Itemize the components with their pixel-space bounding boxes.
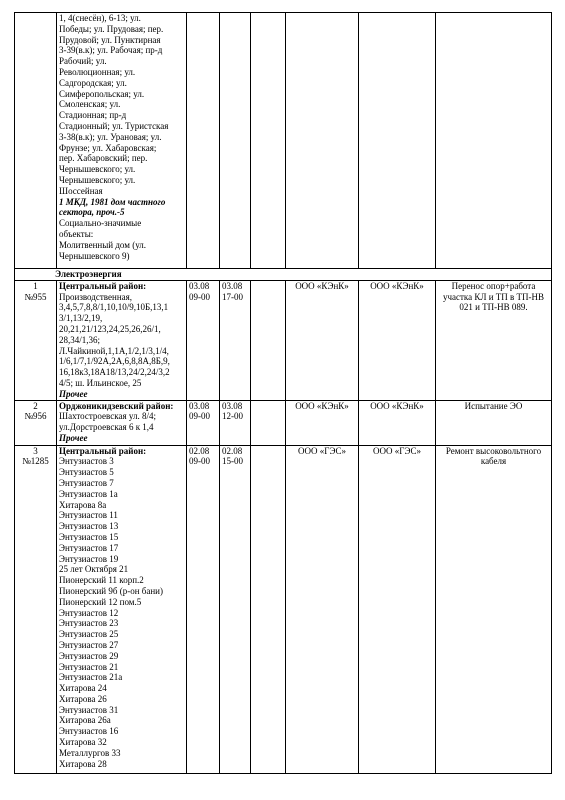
category: Прочее bbox=[59, 432, 88, 443]
address-line: 25 лет Октября 21 bbox=[59, 564, 129, 575]
address-line: 4/5; ш. Ильинское, 25 bbox=[59, 377, 142, 388]
address-line: Хитарова 26а bbox=[59, 715, 111, 726]
org2: ООО «ГЭС» bbox=[359, 445, 436, 773]
end-cell bbox=[220, 445, 251, 773]
table-row bbox=[15, 280, 552, 400]
address-line: 16,18к3,18А18/13,24/2,24/3,2 bbox=[59, 367, 170, 378]
start-date: 02.08 bbox=[189, 445, 210, 456]
address-line: Хитарова 28 bbox=[59, 758, 107, 769]
end-cell bbox=[220, 400, 251, 445]
street-line: Стадионная; пр-д bbox=[59, 110, 127, 121]
street-line: Смоленская; ул. bbox=[59, 99, 121, 110]
start-cell bbox=[187, 445, 220, 773]
address-line: ул.Дорстроевская 6 к 1,4 bbox=[59, 422, 154, 433]
social-line: Социально-значимые bbox=[59, 218, 142, 229]
address-line: Энтузиастов 17 bbox=[59, 542, 119, 553]
end-cell bbox=[220, 280, 251, 400]
address-line: 3,4,5,7,8,8/1,10,10/9,10Б,13,1 bbox=[59, 302, 169, 313]
start-cell bbox=[187, 280, 220, 400]
row-number-cell bbox=[15, 400, 57, 445]
street-line: Победы; ул. Прудовая; пер. bbox=[59, 23, 164, 34]
street-line: Прудовой; ул. Пунктирная bbox=[59, 34, 161, 45]
street-line: пер. Хабаровский; пер. bbox=[59, 153, 148, 164]
district: Центральный район: bbox=[59, 445, 147, 456]
org2: ООО «КЭнК» bbox=[359, 280, 436, 400]
end-time: 15-00 bbox=[222, 456, 243, 467]
address-cell bbox=[57, 280, 187, 400]
address-line: Хитарова 26 bbox=[59, 693, 107, 704]
street-line: 3-39(в.к); ул. Рабочая; пр-д bbox=[59, 45, 163, 56]
address-line: Энтузиастов 3 bbox=[59, 456, 114, 467]
address-line: Энтузиастов 13 bbox=[59, 521, 119, 532]
reason: Перенос опор+работа участка КЛ и ТП в ТП-НВ 021 и ТП-НВ 089. bbox=[436, 280, 552, 400]
org1: ООО «ГЭС» bbox=[286, 445, 359, 773]
social-line: Чернышевского 9) bbox=[59, 250, 130, 261]
org1: ООО «КЭнК» bbox=[286, 400, 359, 445]
street-line: Рабочий; ул. bbox=[59, 56, 107, 67]
table-row bbox=[15, 445, 552, 773]
org1: ООО «КЭнК» bbox=[286, 280, 359, 400]
address-line: 3/1,13/2,19, bbox=[59, 313, 103, 324]
district: Орджоникидзевский район: bbox=[59, 400, 174, 411]
start-time: 09-00 bbox=[189, 411, 210, 422]
address-line: 28,34/1,36; bbox=[59, 334, 101, 345]
reason: Испытание ЭО bbox=[436, 400, 552, 445]
district: Центральный район: bbox=[59, 280, 147, 291]
category: Прочее bbox=[59, 388, 88, 399]
street-line: Стадионный; ул. Туристская bbox=[59, 120, 169, 131]
row-number: 3 bbox=[33, 445, 38, 456]
end-time: 12-00 bbox=[222, 411, 243, 422]
address-line: 20,21,21/123,24,25,26,26/1, bbox=[59, 323, 161, 334]
address-line: Энтузиастов 25 bbox=[59, 629, 119, 640]
table-row bbox=[15, 400, 552, 445]
address-line: Пионерский 9б (р-он бани) bbox=[59, 585, 163, 596]
address-line: Л.Чайкиной,1,1А,1/2,1/3,1/4, bbox=[59, 345, 169, 356]
cell-address bbox=[57, 13, 187, 269]
end-date: 02.08 bbox=[222, 445, 243, 456]
end-date: 03.08 bbox=[222, 400, 243, 411]
continuation-row bbox=[15, 13, 552, 269]
address-line: Энтузиастов 29 bbox=[59, 650, 119, 661]
address-line: Металлургов 33 bbox=[59, 747, 121, 758]
address-cell bbox=[57, 400, 187, 445]
start-time: 09-00 bbox=[189, 291, 210, 302]
street-line: Симферопольская; ул. bbox=[59, 88, 145, 99]
end-date: 03.08 bbox=[222, 280, 243, 291]
address-line: Пионерский 11 корп.2 bbox=[59, 575, 144, 586]
address-line: Энтузиастов 1а bbox=[59, 488, 118, 499]
address-line: Энтузиастов 16 bbox=[59, 726, 119, 737]
address-line: Энтузиастов 31 bbox=[59, 704, 119, 715]
street-line: Революционная; ул. bbox=[59, 66, 136, 77]
row-id: №956 bbox=[24, 411, 47, 422]
address-line: Энтузиастов 21а bbox=[59, 672, 123, 683]
address-line: Хитарова 24 bbox=[59, 683, 107, 694]
reason: Ремонт высоковольтного кабеля bbox=[436, 445, 552, 773]
address-line: Энтузиастов 15 bbox=[59, 531, 119, 542]
social-line: объекты: bbox=[59, 228, 94, 239]
address-line: Шахтостроевская ул. 8/4; bbox=[59, 411, 156, 422]
section-title: Электроэнергия bbox=[15, 269, 552, 281]
street-line: 1, 4(снесён), 6-13; ул. bbox=[59, 13, 141, 23]
org2: ООО «КЭнК» bbox=[359, 400, 436, 445]
address-line: Энтузиастов 7 bbox=[59, 477, 114, 488]
address-line: Энтузиастов 12 bbox=[59, 607, 119, 618]
summary-line: 1 МКД, 1981 дом частного bbox=[59, 196, 166, 207]
street-line: Фрунзе; ул. Хабаровская; bbox=[59, 142, 157, 153]
street-line: Шоссейная bbox=[59, 185, 103, 196]
row-number: 1 bbox=[33, 280, 38, 291]
start-time: 09-00 bbox=[189, 456, 210, 467]
cell-num bbox=[15, 13, 57, 269]
row-number-cell bbox=[15, 445, 57, 773]
start-date: 03.08 bbox=[189, 280, 210, 291]
summary-line: сектора, проч.-5 bbox=[59, 207, 125, 218]
street-line: Чернышевского; ул. bbox=[59, 174, 136, 185]
address-line: 1/6,1/7,1/92А,2А,6,8,8А,8Б,9, bbox=[59, 356, 170, 367]
address-line: Пионерский 12 пом.5 bbox=[59, 596, 142, 607]
row-number: 2 bbox=[33, 400, 38, 411]
street-line: Садгородская; ул. bbox=[59, 77, 127, 88]
section-header bbox=[15, 269, 552, 281]
row-id: №955 bbox=[24, 291, 47, 302]
street-line: 3-38(в.к); ул. Урановая; ул. bbox=[59, 131, 162, 142]
row-id: №1285 bbox=[22, 456, 49, 467]
address-cell bbox=[57, 445, 187, 773]
address-line: Хитарова 32 bbox=[59, 737, 107, 748]
address-line: Энтузиастов 27 bbox=[59, 639, 119, 650]
outage-table bbox=[14, 12, 552, 774]
address-line: Энтузиастов 11 bbox=[59, 510, 118, 521]
social-line: Молитвенный дом (ул. bbox=[59, 239, 147, 250]
address-line: Энтузиастов 5 bbox=[59, 467, 114, 478]
start-date: 03.08 bbox=[189, 400, 210, 411]
end-time: 17-00 bbox=[222, 291, 243, 302]
address-line: Энтузиастов 19 bbox=[59, 553, 119, 564]
row-number-cell bbox=[15, 280, 57, 400]
address-line: Производственная, bbox=[59, 291, 133, 302]
street-line: Чернышевского; ул. bbox=[59, 164, 136, 175]
address-line: Энтузиастов 23 bbox=[59, 618, 119, 629]
start-cell bbox=[187, 400, 220, 445]
address-line: Энтузиастов 21 bbox=[59, 661, 119, 672]
address-line: Хитарова 8а bbox=[59, 499, 107, 510]
